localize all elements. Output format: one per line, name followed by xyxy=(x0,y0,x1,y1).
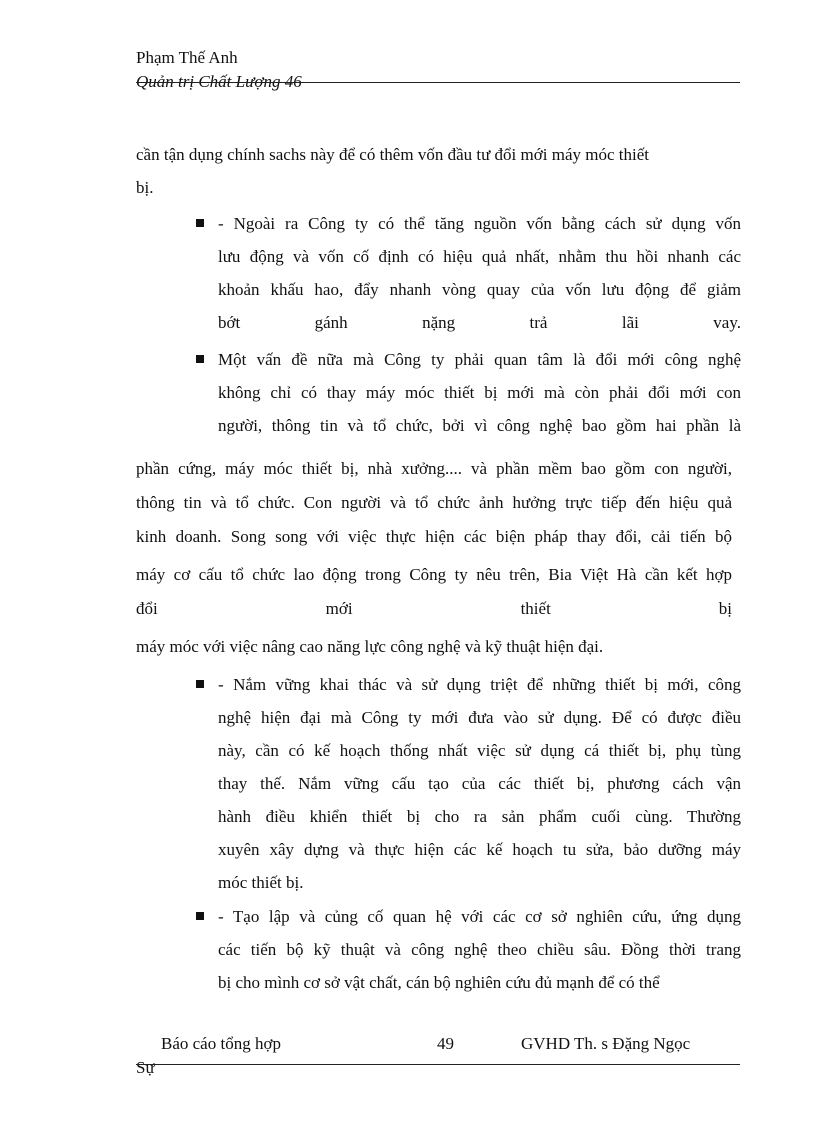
square-bullet-icon xyxy=(196,219,204,227)
text-line: kinh doanh. Song song với việc thực hiện các biện pháp thay đổi, cải tiến bộ xyxy=(136,527,732,546)
text-line: móc thiết bị. xyxy=(218,873,304,892)
square-bullet-icon xyxy=(196,912,204,920)
footer-divider xyxy=(136,1064,740,1065)
square-bullet-icon xyxy=(196,680,204,688)
paragraph-2 xyxy=(136,452,732,664)
text-line: bị. xyxy=(136,178,154,197)
class-name: Quản trị Chất Lượng 46 xyxy=(136,72,302,91)
text-line: - Nắm vững khai thác và sử dụng triệt để những thiết bị mới, công xyxy=(218,675,741,694)
bullet-item-1 xyxy=(196,207,741,339)
square-bullet-icon xyxy=(196,355,204,363)
text-line: đổi mới thiết bị xyxy=(136,599,732,618)
text-line: người, thông tin và tổ chức, bởi vì công nghệ bao gồm hai phần là xyxy=(218,416,741,435)
text-line: máy móc với việc nâng cao năng lực công nghệ và kỹ thuật hiện đại. xyxy=(136,637,604,656)
text-line: thay thế. Nắm vững cấu tạo của các thiết bị, phương cách vận xyxy=(218,774,741,793)
author-name: Phạm Thế Anh xyxy=(136,48,238,67)
text-line: xuyên xây dựng và thực hiện các kế hoạch tu sửa, bảo dưỡng máy xyxy=(218,840,741,859)
text-line: bớt gánh nặng trả lãi vay. xyxy=(218,313,741,332)
text-line: này, cần có kế hoạch thống nhất việc sử dụng cá thiết bị, phụ tùng xyxy=(218,741,741,760)
paragraph-1 xyxy=(136,138,732,204)
text-line: nghệ hiện đại mà Công ty mới đưa vào sử dụng. Để có được điều xyxy=(218,708,741,727)
report-title: Báo cáo tổng hợp xyxy=(161,1034,281,1053)
text-line: hành điều khiển thiết bị cho ra sản phẩm cuối cùng. Thường xyxy=(218,807,741,826)
text-line: không chỉ có thay máy móc thiết bị mới mà còn phải đổi mới con xyxy=(218,383,741,402)
text-line: lưu động và vốn cố định có hiệu quả nhất, nhằm thu hồi nhanh các xyxy=(218,247,741,266)
text-line: thông tin và tổ chức. Con người và tổ chức ảnh hưởng trực tiếp đến hiệu quả xyxy=(136,493,732,512)
text-line: các tiến bộ kỹ thuật và công nghệ theo chiều sâu. Đồng thời trang xyxy=(218,940,741,959)
supervisor-name: GVHD Th. s Đặng Ngọc xyxy=(521,1034,691,1053)
text-line: cần tận dụng chính sachs này để có thêm vốn đầu tư đổi mới máy móc thiết xyxy=(136,145,649,164)
header-divider xyxy=(136,82,740,83)
page-number: 49 xyxy=(437,1034,454,1053)
text-line: - Ngoài ra Công ty có thể tăng nguồn vốn bằng cách sử dụng vốn xyxy=(218,214,741,233)
bullet-item-3 xyxy=(196,668,741,899)
text-line: máy cơ cấu tổ chức lao động trong Công ty nêu trên, Bia Việt Hà cần kết hợp xyxy=(136,565,732,584)
bullet-item-2 xyxy=(196,343,741,442)
text-line: phần cứng, máy móc thiết bị, nhà xưởng.... và phần mềm bao gồm con người, xyxy=(136,459,732,478)
supervisor-name-wrap: Sự xyxy=(136,1058,155,1077)
text-line: bị cho mình cơ sở vật chất, cán bộ nghiên cứu đủ mạnh để có thể xyxy=(218,973,660,992)
text-line: - Tạo lập và củng cố quan hệ với các cơ sở nghiên cứu, ứng dụng xyxy=(218,907,741,926)
text-line: khoản khấu hao, đẩy nhanh vòng quay của vốn lưu động để giảm xyxy=(218,280,741,299)
text-line: Một vấn đề nữa mà Công ty phải quan tâm là đổi mới công nghệ xyxy=(218,350,741,369)
bullet-item-4 xyxy=(196,900,741,999)
